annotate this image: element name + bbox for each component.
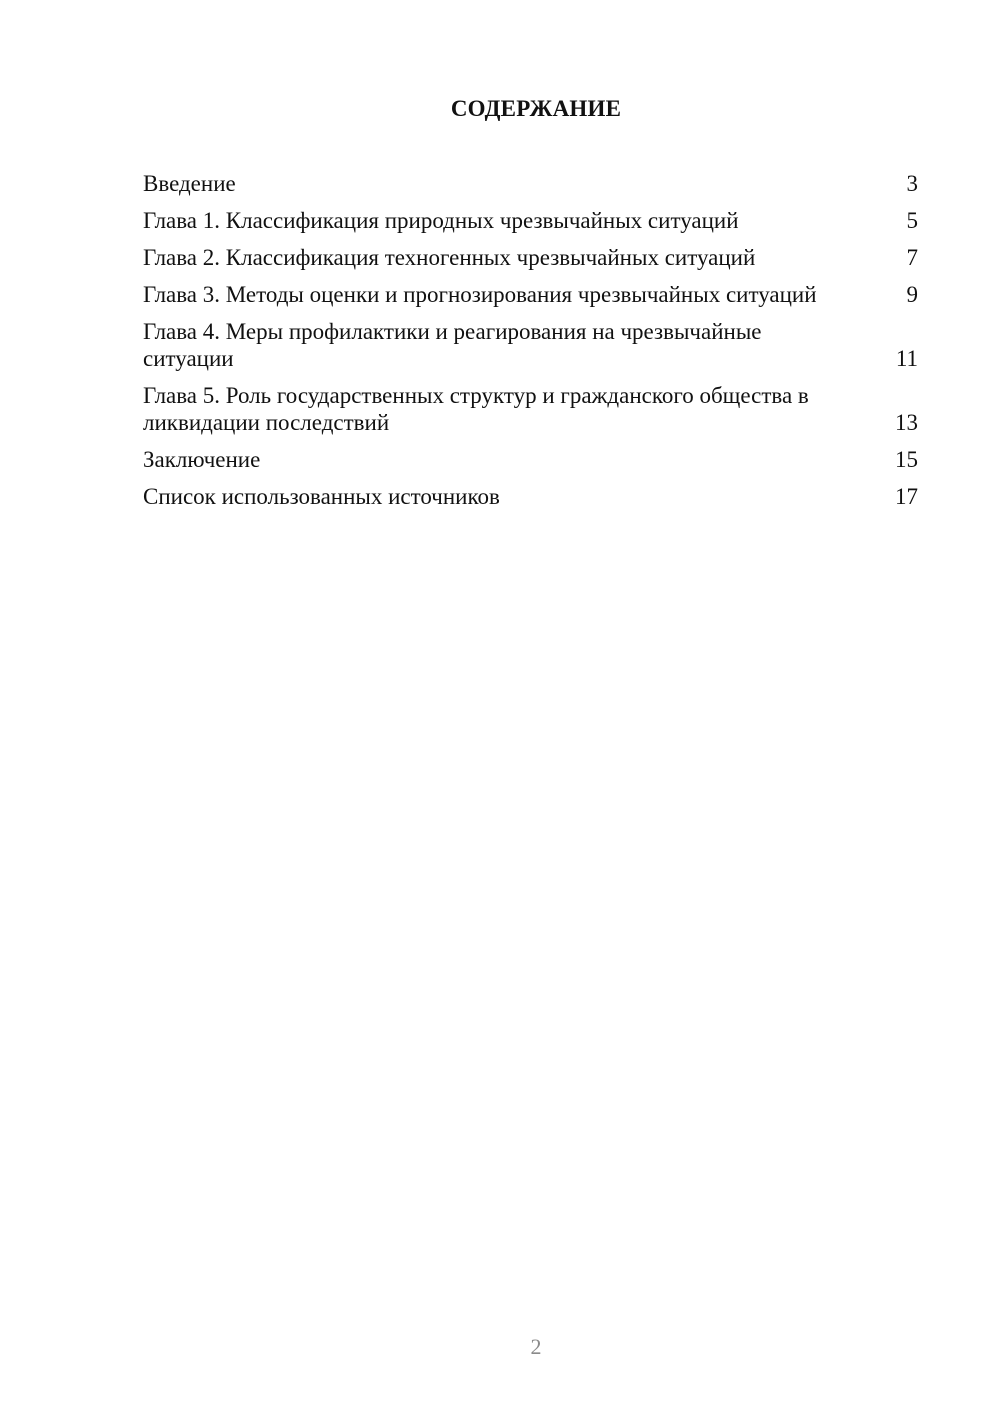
toc-entry-page: 5 — [906, 208, 918, 233]
table-of-contents — [143, 170, 918, 520]
toc-entry-references[interactable] — [143, 483, 918, 510]
toc-entry-conclusion[interactable] — [143, 446, 918, 473]
toc-entry-text: Глава 1. Классификация природных чрезвычайных ситуаций — [143, 208, 739, 233]
toc-entry-text: Глава 3. Методы оценки и прогнозирования чрезвычайных ситуаций — [143, 282, 817, 307]
toc-entry-chapter-3[interactable] — [143, 281, 918, 308]
toc-entry-text: Введение — [143, 171, 236, 196]
toc-entry-text: Глава 4. Меры профилактики и реагирования на чрезвычайные ситуации — [143, 319, 762, 371]
toc-entry-page: 7 — [906, 245, 918, 270]
toc-entry-chapter-4[interactable] — [143, 318, 918, 372]
toc-entry-page: 9 — [906, 282, 918, 307]
toc-entry-text: Глава 5. Роль государственных структур и гражданского общества в ликвидации последствий — [143, 383, 809, 435]
toc-entry-page: 15 — [895, 447, 918, 472]
page-number: 2 — [530, 1334, 542, 1359]
toc-entry-introduction[interactable] — [143, 170, 918, 197]
toc-entry-page: 13 — [895, 410, 918, 435]
toc-entry-text: Заключение — [143, 447, 261, 472]
toc-entry-page: 17 — [895, 484, 918, 509]
toc-entry-page: 3 — [906, 171, 918, 196]
toc-entry-text: Список использованных источников — [143, 484, 500, 509]
toc-entry-chapter-1[interactable] — [143, 207, 918, 234]
toc-entry-chapter-5[interactable] — [143, 382, 918, 436]
toc-entry-text: Глава 2. Классификация техногенных чрезвычайных ситуаций — [143, 245, 756, 270]
toc-entry-chapter-2[interactable] — [143, 244, 918, 271]
page-title: СОДЕРЖАНИЕ — [450, 96, 622, 121]
toc-entry-page: 11 — [895, 346, 918, 371]
